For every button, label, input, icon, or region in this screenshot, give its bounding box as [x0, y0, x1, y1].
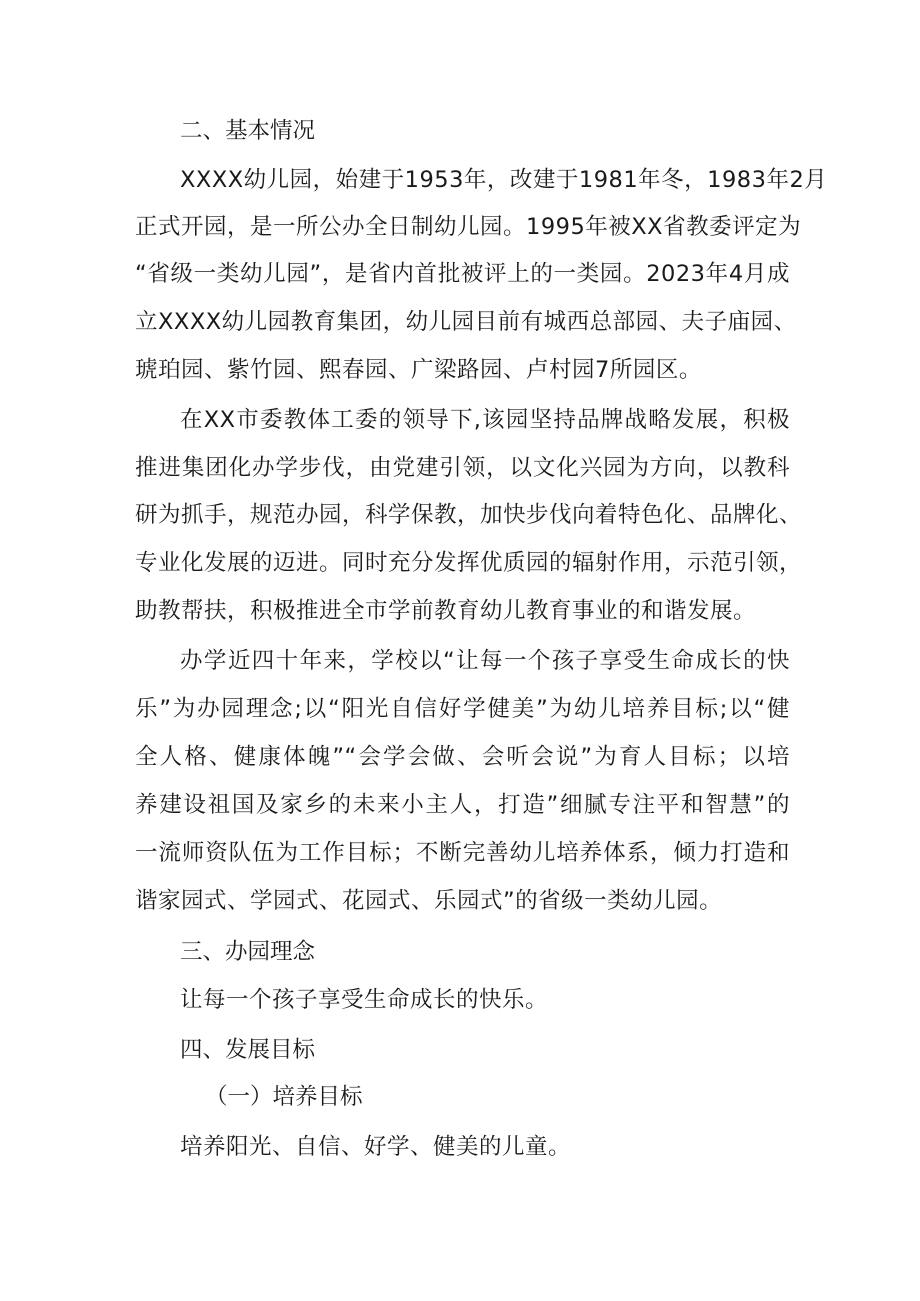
- paragraph-line: 专业化发展的迈进。同时充分发挥优质园的辐射作用，示范引领，: [135, 550, 803, 576]
- paragraph-line: 全人格、健康体魄”“会学会做、会听会说”为育人目标；以培: [135, 744, 790, 770]
- paragraph-line: 办学近四十年来，学校以“让每一个孩子享受生命成长的快: [180, 648, 790, 674]
- section-heading-goals: 四、发展目标: [180, 1037, 316, 1062]
- section-heading-basic: 二、基本情况: [180, 118, 316, 143]
- paragraph-line: 正式开园，是一所公办全日制幼儿园。1995年被XX省教委评定为: [135, 214, 802, 240]
- paragraph-line: “省级一类幼儿园”，是省内首批被评上的一类园。2023年4月成: [135, 261, 790, 287]
- paragraph-line: 培养阳光、自信、好学、健美的儿童。: [180, 1134, 572, 1160]
- subsection-heading-cultivation: （一）培养目标: [205, 1084, 363, 1109]
- paragraph-line: 让每一个孩子享受生命成长的快乐。: [180, 987, 549, 1013]
- paragraph-line: 推进集团化办学步伐，由党建引领，以文化兴园为方向，以教科: [135, 455, 790, 481]
- paragraph-line: 一流师资队伍为工作目标；不断完善幼儿培养体系，倾力打造和: [135, 840, 790, 866]
- paragraph-line: 研为抓手，规范办园，科学保教，加快步伐向着特色化、品牌化、: [135, 502, 803, 528]
- paragraph-line: 立XXXX幼儿园教育集团，幼儿园目前有城西总部园、夫子庙园、: [135, 309, 797, 335]
- paragraph-line: 琥珀园、紫竹园、熙春园、广梁路园、卢村园7所园区。: [135, 357, 702, 383]
- section-heading-philosophy: 三、办园理念: [180, 939, 316, 964]
- paragraph-line: 养建设祖国及家乡的未来小主人，打造”细腻专注平和智慧”的: [135, 792, 790, 818]
- paragraph-line: 谐家园式、学园式、花园式、乐园式”的省级一类幼儿园。: [135, 888, 723, 914]
- paragraph-line: 助教帮扶，积极推进全市学前教育幼儿教育事业的和谐发展。: [135, 598, 757, 624]
- paragraph-line: 乐”为办园理念;以“阳光自信好学健美”为幼儿培养目标;以“健: [135, 696, 790, 722]
- paragraph-line: 在XX市委教体工委的领导下,该园坚持品牌战略发展，积极: [180, 407, 790, 433]
- paragraph-line: XXXX幼儿园，始建于1953年，改建于1981年冬，1983年2月: [180, 167, 828, 193]
